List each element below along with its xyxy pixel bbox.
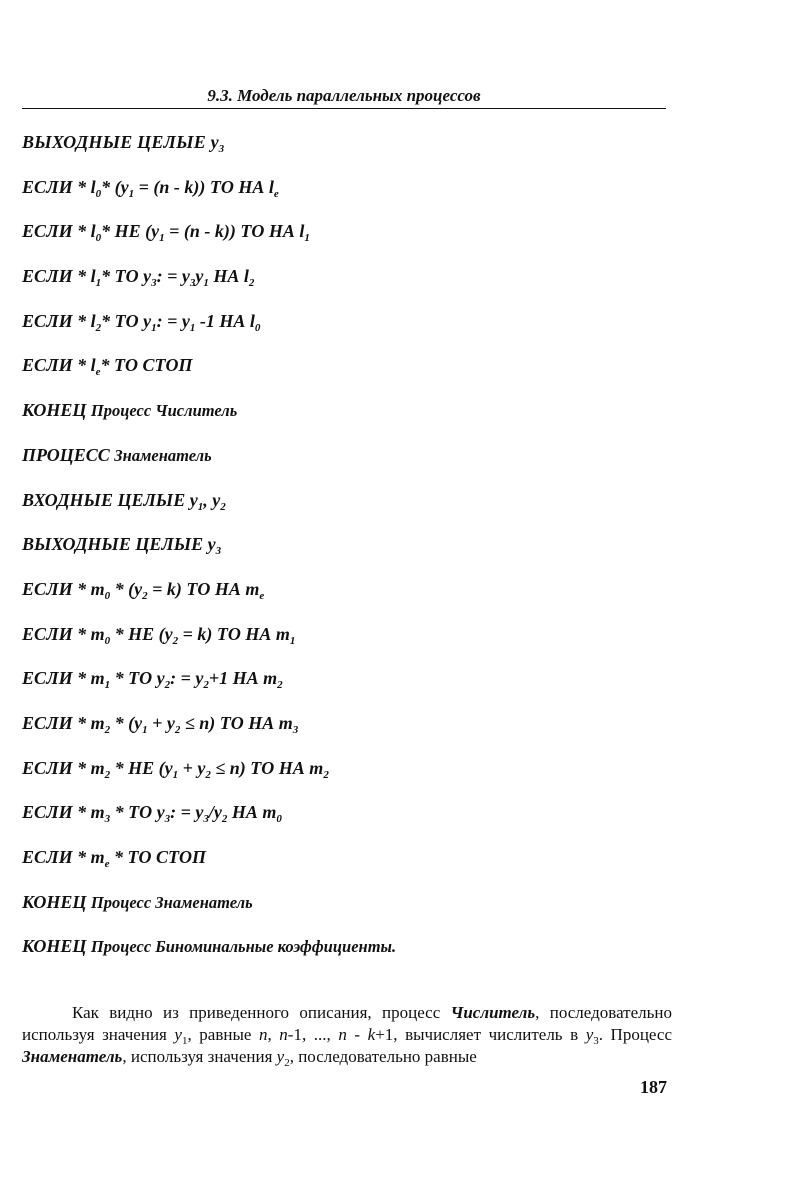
subscript: 2 [174, 723, 181, 736]
code-line-1 [22, 126, 702, 171]
subscript: 3 [203, 813, 209, 826]
subscript: 2 [221, 813, 228, 826]
subscript: 2 [164, 679, 171, 692]
keyword: ЕСЛИ * [22, 266, 91, 287]
variable: y [181, 266, 190, 287]
variable: n [189, 221, 200, 242]
subscript: e [259, 589, 265, 602]
variable: n [258, 1025, 268, 1044]
text: , [267, 1025, 280, 1044]
code-line-15 [22, 752, 702, 797]
variable: y [143, 310, 152, 331]
variable: k [197, 623, 207, 644]
code-text: * ТО СТОП [109, 847, 206, 867]
subscript: 3 [292, 723, 299, 736]
label: l [90, 355, 96, 376]
subscript: 1 [159, 232, 165, 245]
keyword: ЕСЛИ * [22, 802, 91, 823]
code-line-11 [22, 573, 702, 618]
code-text: ) ТО НА [206, 623, 276, 644]
keyword: ЕСЛИ * [22, 176, 91, 197]
code-text: , [203, 489, 213, 510]
subscript: 1 [181, 1035, 188, 1047]
variable: y [151, 221, 160, 242]
label: m [309, 757, 324, 778]
process-name: Процесс Знаменатель [90, 892, 253, 912]
subscript: 2 [248, 277, 255, 290]
subscript: 1 [172, 768, 179, 781]
keyword: ВХОДНЫЕ ЦЕЛЫЕ [22, 489, 190, 510]
variable: k [166, 578, 176, 599]
variable: y [197, 757, 206, 778]
label: m [275, 623, 290, 644]
label: l [268, 176, 274, 197]
variable: y [164, 623, 173, 644]
text: - [346, 1025, 368, 1044]
subscript: 1 [189, 321, 196, 334]
code-line-12 [22, 618, 702, 663]
variable: y [189, 489, 198, 510]
variable: n [199, 712, 210, 733]
keyword: ЕСЛИ * [22, 310, 91, 331]
code-line-17 [22, 841, 702, 886]
keyword: ЕСЛИ * [22, 221, 91, 242]
label: m [262, 802, 277, 823]
subscript: 2 [104, 723, 111, 736]
keyword: ЕСЛИ * [22, 355, 91, 376]
label: m [90, 578, 105, 599]
keyword: ПРОЦЕСС [22, 444, 115, 465]
variable: k [184, 176, 194, 197]
label: m [278, 712, 293, 733]
subscript: 0 [104, 634, 111, 647]
code-text: * ТО [110, 668, 157, 689]
code-text: : = [156, 310, 182, 331]
variable: y [134, 712, 143, 733]
variable: y [143, 266, 152, 287]
code-text: : = [170, 802, 196, 823]
variable: n [159, 176, 170, 197]
code-text: = [178, 623, 198, 644]
code-text: ≤ [210, 757, 230, 778]
subscript: 3 [189, 277, 196, 290]
subscript: 3 [104, 813, 111, 826]
code-text: ) ТО НА [209, 712, 279, 733]
code-text: )) ТО НА [223, 221, 300, 242]
text: Как видно из приведенного описания, процесс [72, 1003, 451, 1022]
code-line-8 [22, 439, 702, 484]
subscript: e [104, 858, 110, 870]
code-text: * НЕ ( [110, 757, 165, 778]
code-text: НА [227, 802, 263, 823]
code-text: * НЕ ( [101, 221, 152, 242]
code-line-19 [22, 930, 702, 975]
variable: y [134, 578, 143, 599]
code-text: = ( [134, 176, 160, 197]
text: , равные [187, 1025, 259, 1044]
code-line-2 [22, 171, 702, 216]
code-text: ) ТО НА [175, 578, 246, 599]
subscript: 1 [151, 321, 157, 334]
code-text: -1 НА [195, 310, 250, 331]
code-text: * ТО [110, 802, 157, 823]
variable: y [156, 668, 165, 689]
subscript: e [95, 366, 101, 379]
subscript: 2 [142, 589, 148, 602]
code-text: - [199, 221, 215, 242]
header-rule [22, 108, 666, 109]
text: , используя значения [122, 1047, 277, 1066]
subscript: 1 [142, 723, 148, 736]
subscript: 3 [164, 813, 171, 826]
process-name: Процесс Биноминальные коэффициенты. [90, 937, 397, 957]
code-line-3 [22, 215, 702, 260]
variable: y [156, 802, 165, 823]
label: m [90, 757, 105, 778]
code-line-5 [22, 305, 702, 350]
label: m [90, 712, 105, 733]
code-text: * ( [101, 176, 121, 197]
keyword: ЕСЛИ * [22, 623, 91, 644]
code-line-13 [22, 662, 702, 707]
variable: y [195, 668, 204, 689]
code-text: * ТО [101, 310, 144, 331]
process-name: Процесс Числитель [90, 401, 238, 421]
subscript: e [273, 187, 279, 200]
subscript: 0 [95, 232, 102, 245]
keyword: КОНЕЦ [22, 936, 91, 957]
code-line-16 [22, 796, 702, 841]
subscript: 2 [220, 500, 226, 513]
keyword: КОНЕЦ [22, 891, 91, 912]
label: l [90, 221, 96, 242]
code-text: * ( [110, 712, 135, 733]
variable: n [338, 1025, 347, 1044]
variable: y [210, 132, 219, 152]
code-text: / [208, 802, 214, 823]
code-line-14 [22, 707, 702, 752]
keyword: ЕСЛИ * [22, 668, 91, 689]
code-text: ≤ [180, 712, 200, 733]
variable: y [276, 1047, 285, 1066]
subscript: 3 [215, 545, 222, 558]
code-line-18 [22, 886, 702, 931]
label: m [245, 578, 260, 599]
code-text: * НЕ ( [110, 623, 165, 644]
variable: k [367, 1025, 376, 1044]
text: . Процесс [598, 1025, 672, 1044]
subscript: 0 [104, 589, 111, 602]
code-text: * ( [110, 578, 135, 599]
keyword: ЕСЛИ * [22, 847, 91, 867]
variable: k [214, 221, 224, 242]
subscript: 3 [593, 1035, 599, 1047]
label: l [90, 266, 96, 287]
code-text: * ТО [101, 266, 144, 287]
subscript: 0 [276, 813, 282, 826]
label: m [90, 847, 105, 867]
variable: y [213, 802, 222, 823]
page-number: 187 [640, 1077, 667, 1097]
subscript: 2 [172, 634, 179, 647]
code-line-10 [22, 528, 702, 573]
variable: y [181, 310, 190, 331]
variable: y [207, 534, 216, 555]
variable: y [585, 1025, 594, 1044]
variable: y [120, 176, 129, 197]
label: m [90, 623, 105, 644]
label: m [90, 668, 105, 689]
subscript: 1 [104, 679, 111, 692]
keyword: ЕСЛИ * [22, 712, 91, 733]
code-text: ) ТО НА [239, 757, 310, 778]
code-text: = ( [164, 221, 190, 242]
code-text: +1 НА [208, 668, 264, 689]
text: , последовательно равные [289, 1047, 477, 1066]
variable: y [166, 712, 175, 733]
variable: y [195, 802, 204, 823]
pseudocode-listing [22, 126, 702, 975]
subscript: 2 [323, 768, 329, 781]
subscript: 2 [277, 679, 283, 692]
subscript: 1 [197, 500, 204, 513]
code-text: : = [170, 668, 196, 689]
subscript: 0 [254, 321, 261, 334]
subscript: 1 [304, 232, 310, 245]
keyword: ВЫХОДНЫЕ ЦЕЛЫЕ [22, 132, 211, 152]
variable: y [164, 757, 173, 778]
process-name: Знаменатель [114, 445, 212, 465]
text: +1, вычисляет числитель в [375, 1025, 586, 1044]
body-paragraph [22, 1002, 672, 1068]
label: m [263, 668, 278, 689]
subscript: 2 [284, 1057, 290, 1069]
subscript: 3 [151, 277, 157, 290]
code-line-7 [22, 394, 702, 439]
variable: n [279, 1025, 288, 1044]
subscript: 1 [203, 277, 209, 290]
variable: n [229, 757, 240, 778]
subscript: 1 [289, 634, 296, 647]
label: l [299, 221, 305, 242]
keyword: ЕСЛИ * [22, 578, 91, 599]
process-name: Знаменатель [22, 1047, 123, 1066]
code-text: )) ТО НА [193, 176, 269, 197]
code-text: - [169, 176, 185, 197]
subscript: 2 [95, 321, 102, 334]
variable: y [174, 1025, 182, 1044]
subscript: 1 [95, 277, 102, 290]
code-text: = [147, 578, 167, 599]
code-line-9 [22, 484, 702, 529]
keyword: КОНЕЦ [22, 400, 91, 421]
label: l [243, 266, 249, 287]
label: l [90, 176, 96, 197]
process-name: Числитель [450, 1003, 536, 1022]
code-line-4 [22, 260, 702, 305]
subscript: 3 [218, 143, 225, 155]
keyword: ВЫХОДНЫЕ ЦЕЛЫЕ [22, 534, 208, 555]
code-text: НА [208, 266, 244, 287]
subscript: 1 [128, 187, 135, 200]
running-title: 9.3. Модель параллельных процессов [207, 86, 481, 105]
text: -1, ..., [287, 1025, 339, 1044]
subscript: 2 [205, 768, 211, 781]
keyword: ЕСЛИ * [22, 757, 91, 778]
subscript: 2 [104, 768, 111, 781]
label: l [90, 310, 96, 331]
code-text: + [178, 757, 198, 778]
subscript: 0 [95, 187, 102, 200]
code-line-6 [22, 349, 702, 394]
code-text: + [147, 712, 167, 733]
variable: y [195, 266, 204, 287]
code-text: * ТО СТОП [100, 355, 193, 376]
text: , последовательно используя значения [22, 1003, 672, 1044]
variable: y [212, 489, 221, 510]
subscript: 2 [203, 679, 209, 692]
code-text: : = [156, 266, 182, 287]
label: l [249, 310, 255, 331]
label: m [90, 802, 105, 823]
